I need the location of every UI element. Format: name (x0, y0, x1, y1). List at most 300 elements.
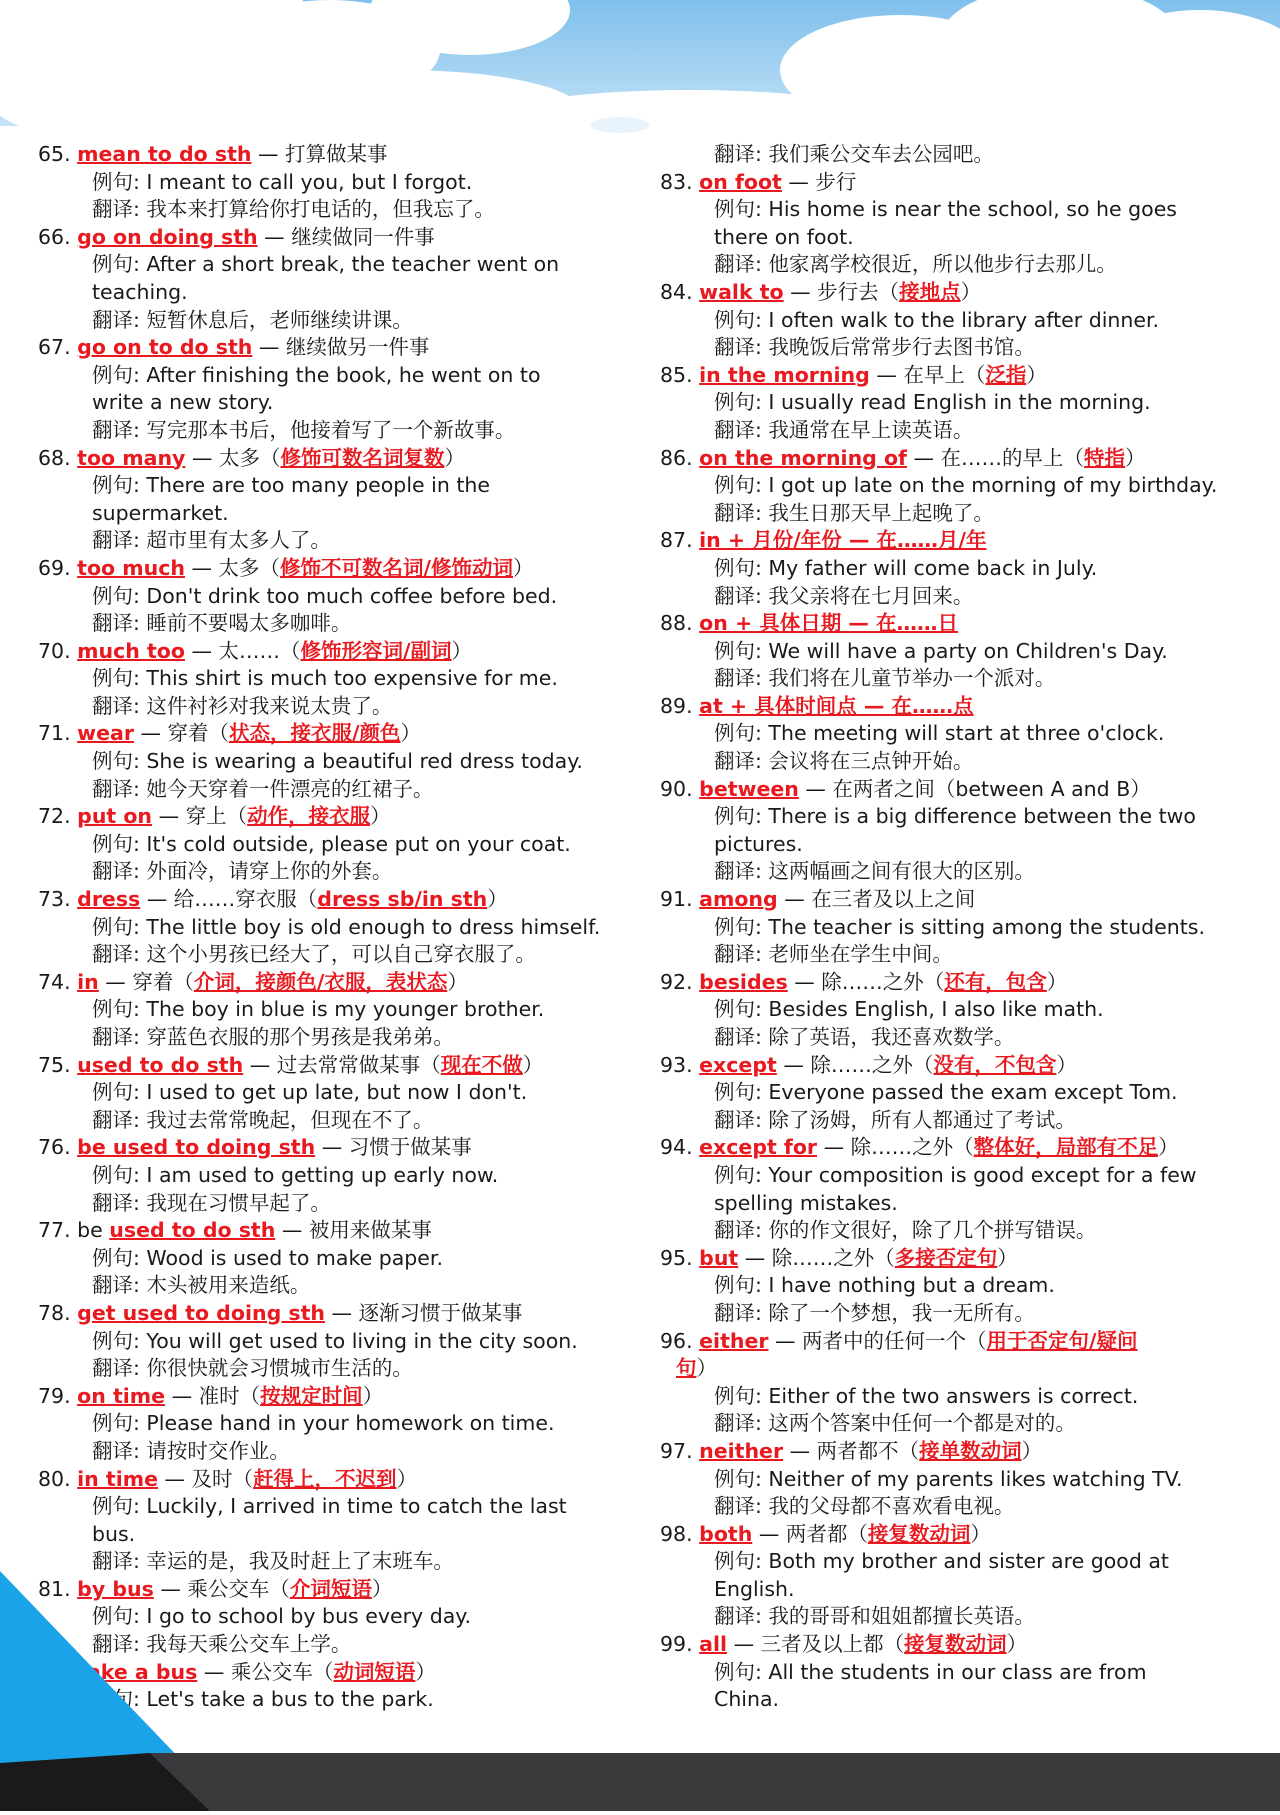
entry-heading (38, 1300, 648, 1328)
entry-number: 72. (38, 804, 71, 829)
phrase-entry (38, 141, 648, 224)
example-sentence-cont: write a new story. (92, 390, 274, 415)
translation-line: 翻译: 我通常在早上读英语。 (714, 417, 974, 442)
phrase-entry (660, 445, 1260, 528)
meaning-text: — 被用来做某事 (281, 1218, 432, 1243)
phrase-entry (660, 1052, 1260, 1135)
phrase-entry (660, 169, 1260, 279)
usage-note: 介词短语 (289, 1576, 372, 1601)
entry-heading (660, 1052, 1260, 1080)
close-paren: ） (362, 1383, 384, 1408)
phrase-entry (38, 334, 648, 444)
phrase-text: between (699, 776, 799, 801)
entry-number: 71. (38, 721, 71, 746)
example-sentence: 例句: Don't drink too much coffee before bed. (92, 583, 558, 608)
entry-number: 82. (38, 1659, 71, 1684)
entry-heading (660, 1438, 1260, 1466)
entry-heading-cont (660, 1355, 1260, 1383)
translation-line: 翻译: 穿蓝色衣服的那个男孩是我弟弟。 (92, 1025, 454, 1049)
phrase-text: take a bus (77, 1659, 198, 1684)
phrase-entry (660, 693, 1260, 776)
meaning-text: — 给……穿衣服（ (146, 887, 318, 912)
example-sentence-cont: China. (714, 1687, 780, 1712)
entry-number: 76. (38, 1135, 71, 1160)
phrase-entry (660, 279, 1260, 362)
meaning-text: — 穿着（ (105, 969, 194, 994)
usage-note: 整体好，局部有不足 (973, 1135, 1159, 1160)
translation-line: 翻译: 你很快就会习惯城市生活的。 (92, 1356, 413, 1381)
example-sentence: 例句: I got up late on the morning of my birthday. (714, 473, 1218, 498)
entry-number: 67. (38, 335, 71, 360)
example-sentence: 例句: Everyone passed the exam except Tom. (714, 1080, 1178, 1105)
translation-line: 翻译: 我们乘公交车去公园吧。 (714, 142, 994, 166)
entry-heading (660, 362, 1260, 390)
usage-note: 动作，接衣服 (247, 804, 371, 829)
footer-bar (0, 1753, 1280, 1811)
entry-number: 85. (660, 362, 693, 387)
translation-line: 翻译: 这两个答案中任何一个都是对的。 (714, 1411, 1076, 1436)
phrase-text: besides (699, 969, 788, 994)
entry-number: 92. (660, 969, 693, 994)
entry-number: 94. (660, 1135, 693, 1160)
entry-heading (660, 1631, 1260, 1659)
close-paren: ） (1056, 1052, 1077, 1077)
entry-heading (660, 693, 1260, 721)
close-paren: ） (970, 1521, 991, 1546)
close-paren: ） (444, 445, 465, 470)
close-paren: ） (371, 1576, 393, 1601)
phrase-entry (660, 1245, 1260, 1328)
translation-line: 翻译: 除了一个梦想，我一无所有。 (714, 1300, 1035, 1325)
translation-line: 翻译: 短暂休息后，老师继续讲课。 (92, 307, 413, 332)
usage-note: 接单数动词 (919, 1438, 1022, 1463)
example-sentence: 例句: I often walk to the library after dinner. (714, 307, 1160, 332)
example-sentence: 例句: Your composition is good except for a few (714, 1162, 1197, 1187)
meaning-text: — 继续做另一件事 (258, 335, 430, 360)
phrase-text: on + 具体日期 — 在……日 (699, 611, 959, 636)
close-paren: ） (1158, 1135, 1179, 1160)
phrase-text: among (699, 887, 778, 912)
example-sentence: 例句: All the students in our class are from (714, 1659, 1147, 1684)
usage-note: 用于否定句/疑问 (986, 1328, 1138, 1353)
usage-note: 接复数动词 (904, 1632, 1007, 1657)
example-sentence: 例句: Neither of my parents likes watching TV. (714, 1466, 1183, 1491)
entry-heading (38, 1466, 648, 1494)
example-sentence: 例句: Either of the two answers is correct. (714, 1383, 1139, 1408)
translation-line: 翻译: 我每天乘公交车上学。 (92, 1632, 352, 1657)
entry-number: 81. (38, 1576, 71, 1601)
entry-heading (660, 1521, 1260, 1549)
phrase-text: both (699, 1521, 753, 1546)
phrase-entry (38, 1383, 648, 1466)
entry-heading (660, 610, 1260, 638)
clouds-illustration (0, 0, 1280, 140)
close-paren: ） (997, 1245, 1018, 1270)
entry-number: 91. (660, 887, 693, 912)
phrase-entry (38, 555, 648, 638)
meaning-text: — 在两者之间（between A and B） (805, 776, 1151, 801)
close-paren: ） (1125, 445, 1146, 470)
example-sentence: 例句: She is wearing a beautiful red dress today. (92, 749, 583, 774)
example-sentence: 例句: You will get used to living in the city soon. (92, 1328, 578, 1353)
meaning-text: — 在早上（ (876, 362, 986, 387)
entry-heading (38, 334, 648, 362)
entry-heading (660, 1134, 1260, 1162)
phrase-entry (38, 803, 648, 886)
phrase-entry (660, 1438, 1260, 1521)
entry-number: 86. (660, 445, 693, 470)
phrase-text: by bus (77, 1576, 154, 1601)
phrase-entry (38, 1052, 648, 1135)
translation-line: 翻译: 我过去常常晚起，但现在不了。 (92, 1107, 434, 1132)
entry-number: 68. (38, 445, 71, 470)
translation-line: 翻译: 他家离学校很近，所以他步行去那儿。 (714, 252, 1117, 277)
example-sentence: 例句: I usually read English in the morning. (714, 390, 1151, 415)
phrase-text: in (77, 969, 99, 994)
phrase-entry (38, 1217, 648, 1300)
phrase-entry (660, 776, 1260, 886)
close-paren: ） (1021, 1438, 1043, 1463)
entry-heading (38, 720, 648, 748)
close-paren: ） (447, 969, 468, 994)
entry-heading (38, 803, 648, 831)
meaning-text: — 打算做某事 (258, 142, 388, 166)
entry-number: 65. (38, 142, 71, 166)
example-sentence-cont: teaching. (92, 279, 188, 304)
translation-line: 翻译: 我父亲将在七月回来。 (714, 583, 974, 608)
meaning-text: — 三者及以上都（ (733, 1632, 905, 1657)
translation-line: 翻译: 睡前不要喝太多咖啡。 (92, 611, 352, 636)
usage-note: 状态，接衣服/颜色 (229, 721, 401, 746)
example-sentence: 例句: After a short break, the teacher went on (92, 252, 560, 277)
entry-number: 96. (660, 1328, 693, 1353)
phrase-entry (660, 1631, 1260, 1714)
entry-number: 99. (660, 1632, 693, 1657)
phrase-text: used to do sth (77, 1052, 244, 1077)
usage-note: 按规定时间 (260, 1383, 363, 1408)
close-paren: ） (396, 1466, 418, 1491)
phrase-entry (38, 638, 648, 721)
close-paren: ） (513, 555, 534, 580)
meaning-text: — 继续做同一件事 (264, 224, 435, 249)
meaning-text: — 两者中的任何一个（ (775, 1328, 987, 1353)
example-sentence-cont: pictures. (714, 831, 803, 856)
entry-number: 95. (660, 1245, 693, 1270)
example-sentence: 例句: I have nothing but a dream. (714, 1273, 1055, 1298)
entry-heading (660, 1245, 1260, 1273)
entry-heading (38, 1383, 648, 1411)
meaning-text: — 步行去（ (790, 279, 900, 304)
example-sentence: 例句: This shirt is much too expensive for me. (92, 666, 558, 691)
meaning-text: — 两者都（ (758, 1521, 868, 1546)
entry-heading (38, 445, 648, 473)
phrase-list-left (38, 141, 648, 1714)
phrase-entry (38, 886, 648, 969)
phrase-text: in time (77, 1466, 158, 1491)
example-sentence-cont: supermarket. (92, 500, 229, 525)
translation-line: 翻译: 这件衬衫对我来说太贵了。 (92, 693, 393, 718)
phrase-text: too many (77, 445, 186, 470)
phrase-entry (660, 886, 1260, 969)
meaning-text: — 除……之外（ (823, 1135, 974, 1160)
translation-line: 翻译: 我晚饭后常常步行去图书馆。 (714, 335, 1035, 360)
example-sentence: 例句: The meeting will start at three o'clock. (714, 721, 1165, 746)
usage-note: 介词，接颜色/衣服，表状态 (193, 969, 448, 994)
meaning-text: — 步行 (788, 169, 857, 194)
translation-line: 翻译: 我生日那天早上起晚了。 (714, 500, 994, 525)
entry-prefix: be (77, 1218, 110, 1243)
usage-note: 接地点 (899, 279, 961, 304)
phrase-entry (38, 224, 648, 334)
example-sentence-cont: English. (714, 1576, 795, 1601)
close-paren: ） (400, 721, 421, 746)
usage-note: 多接否定句 (894, 1245, 998, 1270)
example-sentence: 例句: Wood is used to make paper. (92, 1245, 443, 1270)
translation-line: 翻译: 外面冷，请穿上你的外套。 (92, 859, 393, 884)
translation-line: 翻译: 我现在习惯早起了。 (92, 1190, 331, 1215)
phrase-entry (38, 1300, 648, 1383)
meaning-text: — 乘公交车（ (160, 1576, 290, 1601)
meaning-text: — 两者都不（ (789, 1438, 920, 1463)
phrase-entry (38, 1466, 648, 1576)
entry-number: 75. (38, 1052, 71, 1077)
usage-note-cont: 句 (676, 1356, 697, 1381)
phrase-text: all (699, 1632, 728, 1657)
example-sentence: 例句: We will have a party on Children's Day. (714, 638, 1168, 663)
translation-line: 翻译: 除了英语，我还喜欢数学。 (714, 1025, 1015, 1049)
entry-number: 89. (660, 693, 693, 718)
translation-line: 翻译: 我的父母都不喜欢看电视。 (714, 1494, 1015, 1519)
phrase-text: but (699, 1245, 739, 1270)
entry-heading (660, 169, 1260, 197)
meaning-text: — 穿着（ (140, 721, 229, 746)
phrase-text: wear (77, 721, 134, 746)
phrase-entry (38, 969, 648, 1052)
entry-number: 69. (38, 555, 71, 580)
sky-header (0, 0, 1280, 140)
close-paren: ） (1046, 969, 1068, 994)
example-sentence-cont: bus. (92, 1521, 136, 1546)
entry-number: 73. (38, 887, 71, 912)
phrase-entry (38, 445, 648, 555)
close-paren: ） (487, 887, 508, 912)
meaning-text: — 在……的早上（ (913, 445, 1085, 470)
entry-number: 70. (38, 638, 71, 663)
phrase-text: walk to (699, 279, 784, 304)
example-sentence: 例句: The teacher is sitting among the students. (714, 914, 1205, 939)
close-paren: ） (1026, 362, 1047, 387)
example-sentence: 例句: Let's take a bus to the park. (92, 1687, 434, 1712)
close-paren: ） (696, 1356, 717, 1381)
phrase-entry (38, 1134, 648, 1217)
example-sentence: 例句: The little boy is old enough to dress himself. (92, 914, 601, 939)
translation-line: 翻译: 老师坐在学生中间。 (714, 942, 953, 967)
translation-line: 翻译: 我们将在儿童节举办一个派对。 (714, 666, 1056, 691)
entry-number: 66. (38, 224, 71, 249)
meaning-text: — 在三者及以上之间 (784, 887, 976, 912)
entry-heading (660, 445, 1260, 473)
meaning-text: — 太……（ (191, 638, 301, 663)
entry-heading (38, 224, 648, 252)
entry-heading (660, 886, 1260, 914)
entry-number: 97. (660, 1438, 693, 1463)
example-sentence: 例句: It's cold outside, please put on your coat. (92, 831, 571, 856)
phrase-entry (660, 969, 1260, 1052)
meaning-text: — 太多（ (191, 445, 281, 470)
example-sentence-cont: there on foot. (714, 224, 854, 249)
entry-number: 93. (660, 1052, 693, 1077)
phrase-text: except (699, 1052, 777, 1077)
translation-line: 翻译: 写完那本书后，他接着写了一个新故事。 (92, 417, 516, 442)
phrase-text: mean to do sth (77, 142, 252, 166)
usage-note: 没有，不包含 (933, 1052, 1057, 1077)
phrase-text: either (699, 1328, 769, 1353)
example-sentence: 例句: His home is near the school, so he goes (714, 197, 1177, 222)
entry-heading (38, 1052, 648, 1080)
example-sentence: 例句: I am used to getting up early now. (92, 1162, 499, 1187)
translation-line: 翻译: 会议将在三点钟开始。 (714, 749, 974, 774)
translation-line: 翻译: 除了汤姆，所有人都通过了考试。 (714, 1107, 1076, 1132)
example-sentence: 例句: I go to school by bus every day. (92, 1604, 471, 1629)
phrase-text: too much (77, 555, 185, 580)
entry-heading (660, 776, 1260, 804)
close-paren: ） (415, 1659, 436, 1684)
phrase-entry (38, 720, 648, 803)
entry-number: 84. (660, 279, 693, 304)
meaning-text: — 过去常常做某事（ (249, 1052, 441, 1077)
phrase-text: except for (699, 1135, 818, 1160)
phrase-entry (660, 1521, 1260, 1631)
example-sentence: 例句: Besides English, I also like math. (714, 997, 1104, 1022)
entry-heading (38, 1217, 648, 1245)
usage-note: 修饰可数名词复数 (280, 445, 445, 470)
example-sentence-cont: spelling mistakes. (714, 1190, 898, 1215)
translation-line: 翻译: 这个小男孩已经大了，可以自己穿衣服了。 (92, 942, 536, 967)
translation-line: 翻译: 木头被用来造纸。 (92, 1273, 311, 1298)
entry-number: 77. (38, 1218, 71, 1243)
translation-line: 翻译: 我的哥哥和姐姐都擅长英语。 (714, 1604, 1035, 1629)
phrase-list-right (660, 141, 1260, 1714)
usage-note: 动词短语 (333, 1659, 416, 1684)
usage-note: 特指 (1084, 445, 1126, 470)
phrase-text: go on to do sth (77, 335, 253, 360)
meaning-text: — 除……之外（ (794, 969, 945, 994)
entry-heading (38, 141, 648, 169)
phrase-text: neither (699, 1438, 784, 1463)
entry-heading (38, 638, 648, 666)
entry-heading (38, 886, 648, 914)
entry-heading (660, 527, 1260, 555)
phrase-text: get used to doing sth (77, 1300, 325, 1325)
meaning-text: — 习惯于做某事 (321, 1135, 472, 1160)
translation-line: 翻译: 幸运的是，我及时赶上了末班车。 (92, 1549, 454, 1574)
translation-line: 翻译: 请按时交作业。 (92, 1438, 290, 1463)
example-sentence: 例句: Both my brother and sister are good at (714, 1549, 1169, 1574)
close-paren: ） (370, 804, 391, 829)
example-sentence: 例句: I used to get up late, but now I don't. (92, 1080, 528, 1105)
phrase-text: dress (77, 887, 141, 912)
phrase-text: go on doing sth (77, 224, 258, 249)
example-sentence: 例句: There are too many people in the (92, 473, 490, 498)
translation-line: 翻译: 她今天穿着一件漂亮的红裙子。 (92, 776, 434, 801)
usage-note: 泛指 (985, 362, 1027, 387)
close-paren: ） (960, 279, 982, 304)
phrase-text: in the morning (699, 362, 870, 387)
entry-heading (38, 1134, 648, 1162)
phrase-text: in + 月份/年份 — 在……月/年 (699, 528, 987, 553)
meaning-text: — 乘公交车（ (203, 1659, 334, 1684)
entry-number: 79. (38, 1383, 71, 1408)
phrase-text: used to do sth (109, 1218, 276, 1243)
phrase-text: be used to doing sth (77, 1135, 316, 1160)
usage-note: 现在不做 (440, 1052, 523, 1077)
usage-note: 赶得上，不迟到 (253, 1466, 397, 1491)
entry-heading (660, 1328, 1260, 1356)
example-sentence: 例句: My father will come back in July. (714, 555, 1098, 580)
phrase-text: put on (77, 804, 153, 829)
entry-number: 98. (660, 1521, 693, 1546)
phrase-entry (660, 527, 1260, 610)
usage-note: 接复数动词 (867, 1521, 971, 1546)
usage-note: 修饰不可数名词/修饰动词 (280, 555, 514, 580)
translation-line: 翻译: 你的作文很好，除了几个拼写错误。 (714, 1218, 1097, 1243)
entry-number: 87. (660, 528, 693, 553)
meaning-text: — 除……之外（ (783, 1052, 934, 1077)
close-paren: ） (1006, 1632, 1028, 1657)
close-paren: ） (451, 638, 473, 663)
close-paren: ） (522, 1052, 544, 1077)
usage-note: 修饰形容词/副词 (300, 638, 452, 663)
entry-heading (660, 279, 1260, 307)
meaning-text: — 除……之外（ (744, 1245, 895, 1270)
example-sentence: 例句: I meant to call you, but I forgot. (92, 169, 473, 194)
example-sentence: 例句: Please hand in your homework on time. (92, 1411, 555, 1436)
meaning-text: — 太多（ (191, 555, 281, 580)
phrase-text: much too (77, 638, 185, 663)
entry-heading (38, 555, 648, 583)
phrase-text: on time (77, 1383, 166, 1408)
translation-line: 翻译: 我本来打算给你打电话的，但我忘了。 (92, 197, 495, 222)
entry-number: 74. (38, 969, 71, 994)
phrase-entry (660, 1328, 1260, 1438)
phrase-entry (660, 362, 1260, 445)
meaning-text: — 逐渐习惯于做某事 (331, 1300, 523, 1325)
example-sentence: 例句: Luckily, I arrived in time to catch the last (92, 1494, 567, 1519)
meaning-text: — 及时（ (164, 1466, 254, 1491)
usage-note: dress sb/in sth (317, 887, 488, 912)
entry-heading (660, 969, 1260, 997)
phrase-text: on the morning of (699, 445, 907, 470)
phrase-entry (660, 1134, 1260, 1244)
usage-note: 还有，包含 (944, 969, 1047, 994)
meaning-text: — 穿上（ (158, 804, 248, 829)
translation-line: 翻译: 这两幅画之间有很大的区别。 (714, 859, 1035, 884)
phrase-text: on foot (699, 169, 782, 194)
entry-number: 88. (660, 611, 693, 636)
entry-number: 83. (660, 169, 693, 194)
entry-number: 90. (660, 776, 693, 801)
meaning-text: — 准时（ (171, 1383, 261, 1408)
translation-line: 翻译: 超市里有太多人了。 (92, 528, 331, 553)
example-sentence: 例句: There is a big difference between the two (714, 804, 1196, 829)
entry-number: 80. (38, 1466, 71, 1491)
phrase-text: at + 具体时间点 — 在……点 (699, 693, 974, 718)
example-sentence: 例句: The boy in blue is my younger brother. (92, 997, 545, 1022)
entry-number: 78. (38, 1300, 71, 1325)
example-sentence: 例句: After finishing the book, he went on to (92, 362, 541, 387)
entry-heading (38, 969, 648, 997)
phrase-entry (660, 610, 1260, 693)
